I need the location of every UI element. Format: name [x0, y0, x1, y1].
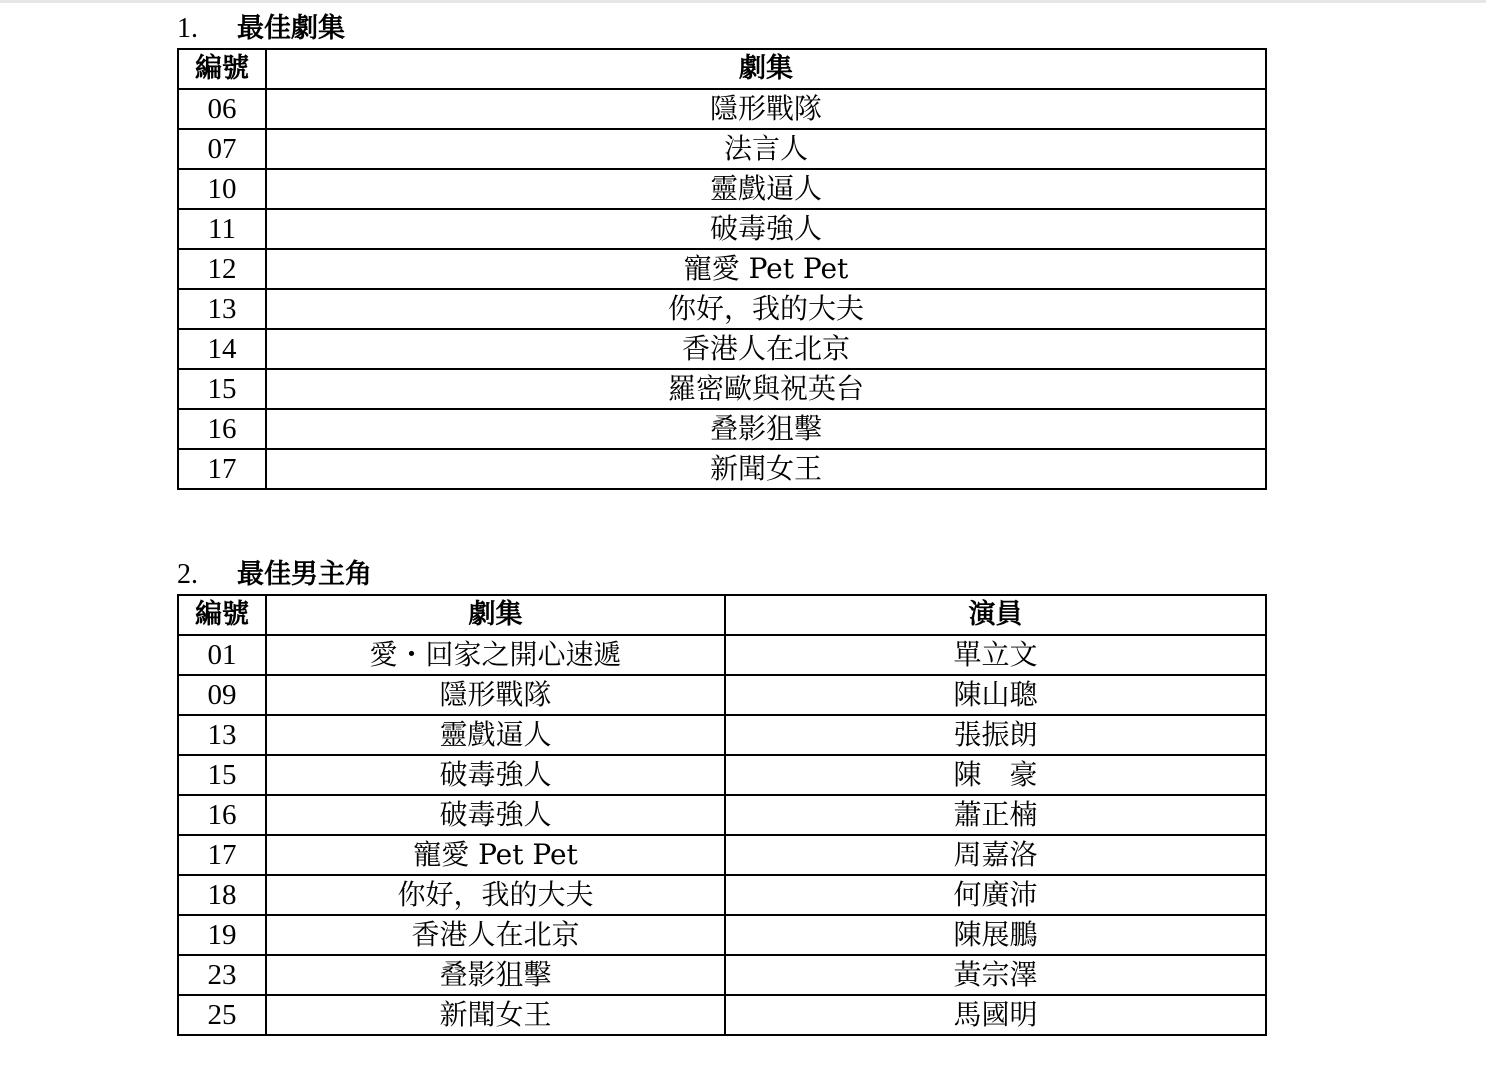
section-heading	[177, 554, 1265, 594]
cell-number: 23	[178, 955, 266, 995]
table-row	[178, 995, 1266, 1035]
table-row	[178, 715, 1266, 755]
cell-actor: 蕭正楠	[725, 795, 1266, 835]
cell-number: 16	[178, 795, 266, 835]
cell-series: 靈戲逼人	[266, 169, 1266, 209]
cell-actor: 黃宗澤	[725, 955, 1266, 995]
section-heading	[177, 8, 1265, 48]
drama-table	[177, 48, 1267, 490]
cell-actor: 張振朗	[725, 715, 1266, 755]
cell-series: 你好，我的大夫	[266, 289, 1266, 329]
section-number: 1.	[177, 13, 198, 44]
cell-number: 06	[178, 89, 266, 129]
cell-series: 叠影狙擊	[266, 955, 725, 995]
cell-series: 香港人在北京	[266, 915, 725, 955]
cell-series: 羅密歐與祝英台	[266, 369, 1266, 409]
table-row	[178, 169, 1266, 209]
table-row	[178, 449, 1266, 489]
actor-table	[177, 594, 1267, 1036]
table-row	[178, 955, 1266, 995]
cell-number: 09	[178, 675, 266, 715]
cell-number: 13	[178, 715, 266, 755]
table-row	[178, 915, 1266, 955]
table-row	[178, 635, 1266, 675]
table-row	[178, 129, 1266, 169]
cell-actor: 陳展鵬	[725, 915, 1266, 955]
cell-actor: 何廣沛	[725, 875, 1266, 915]
cell-series: 隱形戰隊	[266, 675, 725, 715]
cell-number: 07	[178, 129, 266, 169]
cell-series: 法言人	[266, 129, 1266, 169]
cell-number: 17	[178, 835, 266, 875]
cell-number: 15	[178, 755, 266, 795]
cell-number: 15	[178, 369, 266, 409]
cell-series: 隱形戰隊	[266, 89, 1266, 129]
table-row	[178, 329, 1266, 369]
column-header-number: 編號	[178, 595, 266, 635]
cell-series: 破毒強人	[266, 795, 725, 835]
cell-series: 新聞女王	[266, 449, 1266, 489]
table-header-row	[178, 49, 1266, 89]
column-header-series: 劇集	[266, 49, 1266, 89]
section-title: 最佳男主角	[237, 559, 372, 590]
section-number: 2.	[177, 559, 198, 590]
cell-series: 寵愛 Pet Pet	[266, 835, 725, 875]
section-title: 最佳劇集	[237, 13, 345, 44]
cell-series: 寵愛 Pet Pet	[266, 249, 1266, 289]
cell-actor: 陳山聰	[725, 675, 1266, 715]
cell-number: 11	[178, 209, 266, 249]
cell-number: 12	[178, 249, 266, 289]
cell-series: 叠影狙擊	[266, 409, 1266, 449]
section-best-drama	[177, 8, 1265, 490]
cell-number: 10	[178, 169, 266, 209]
table-row	[178, 209, 1266, 249]
column-header-number: 編號	[178, 49, 266, 89]
cell-series: 新聞女王	[266, 995, 725, 1035]
cell-series: 愛・回家之開心速遞	[266, 635, 725, 675]
cell-series: 破毒強人	[266, 755, 725, 795]
table-row	[178, 835, 1266, 875]
column-header-series: 劇集	[266, 595, 725, 635]
cell-actor: 陳 豪	[725, 755, 1266, 795]
cell-number: 25	[178, 995, 266, 1035]
table-row	[178, 369, 1266, 409]
cell-actor: 單立文	[725, 635, 1266, 675]
cell-actor: 馬國明	[725, 995, 1266, 1035]
page-top-border	[0, 0, 1486, 3]
table-row	[178, 289, 1266, 329]
table-row	[178, 409, 1266, 449]
cell-series: 你好，我的大夫	[266, 875, 725, 915]
cell-number: 14	[178, 329, 266, 369]
cell-series: 破毒強人	[266, 209, 1266, 249]
cell-number: 18	[178, 875, 266, 915]
table-row	[178, 89, 1266, 129]
table-row	[178, 249, 1266, 289]
column-header-actor: 演員	[725, 595, 1266, 635]
cell-number: 13	[178, 289, 266, 329]
table-row	[178, 755, 1266, 795]
cell-actor: 周嘉洛	[725, 835, 1266, 875]
section-best-actor	[177, 554, 1265, 1036]
cell-number: 17	[178, 449, 266, 489]
table-row	[178, 795, 1266, 835]
cell-series: 香港人在北京	[266, 329, 1266, 369]
cell-series: 靈戲逼人	[266, 715, 725, 755]
cell-number: 16	[178, 409, 266, 449]
table-header-row	[178, 595, 1266, 635]
table-row	[178, 675, 1266, 715]
cell-number: 19	[178, 915, 266, 955]
cell-number: 01	[178, 635, 266, 675]
table-row	[178, 875, 1266, 915]
